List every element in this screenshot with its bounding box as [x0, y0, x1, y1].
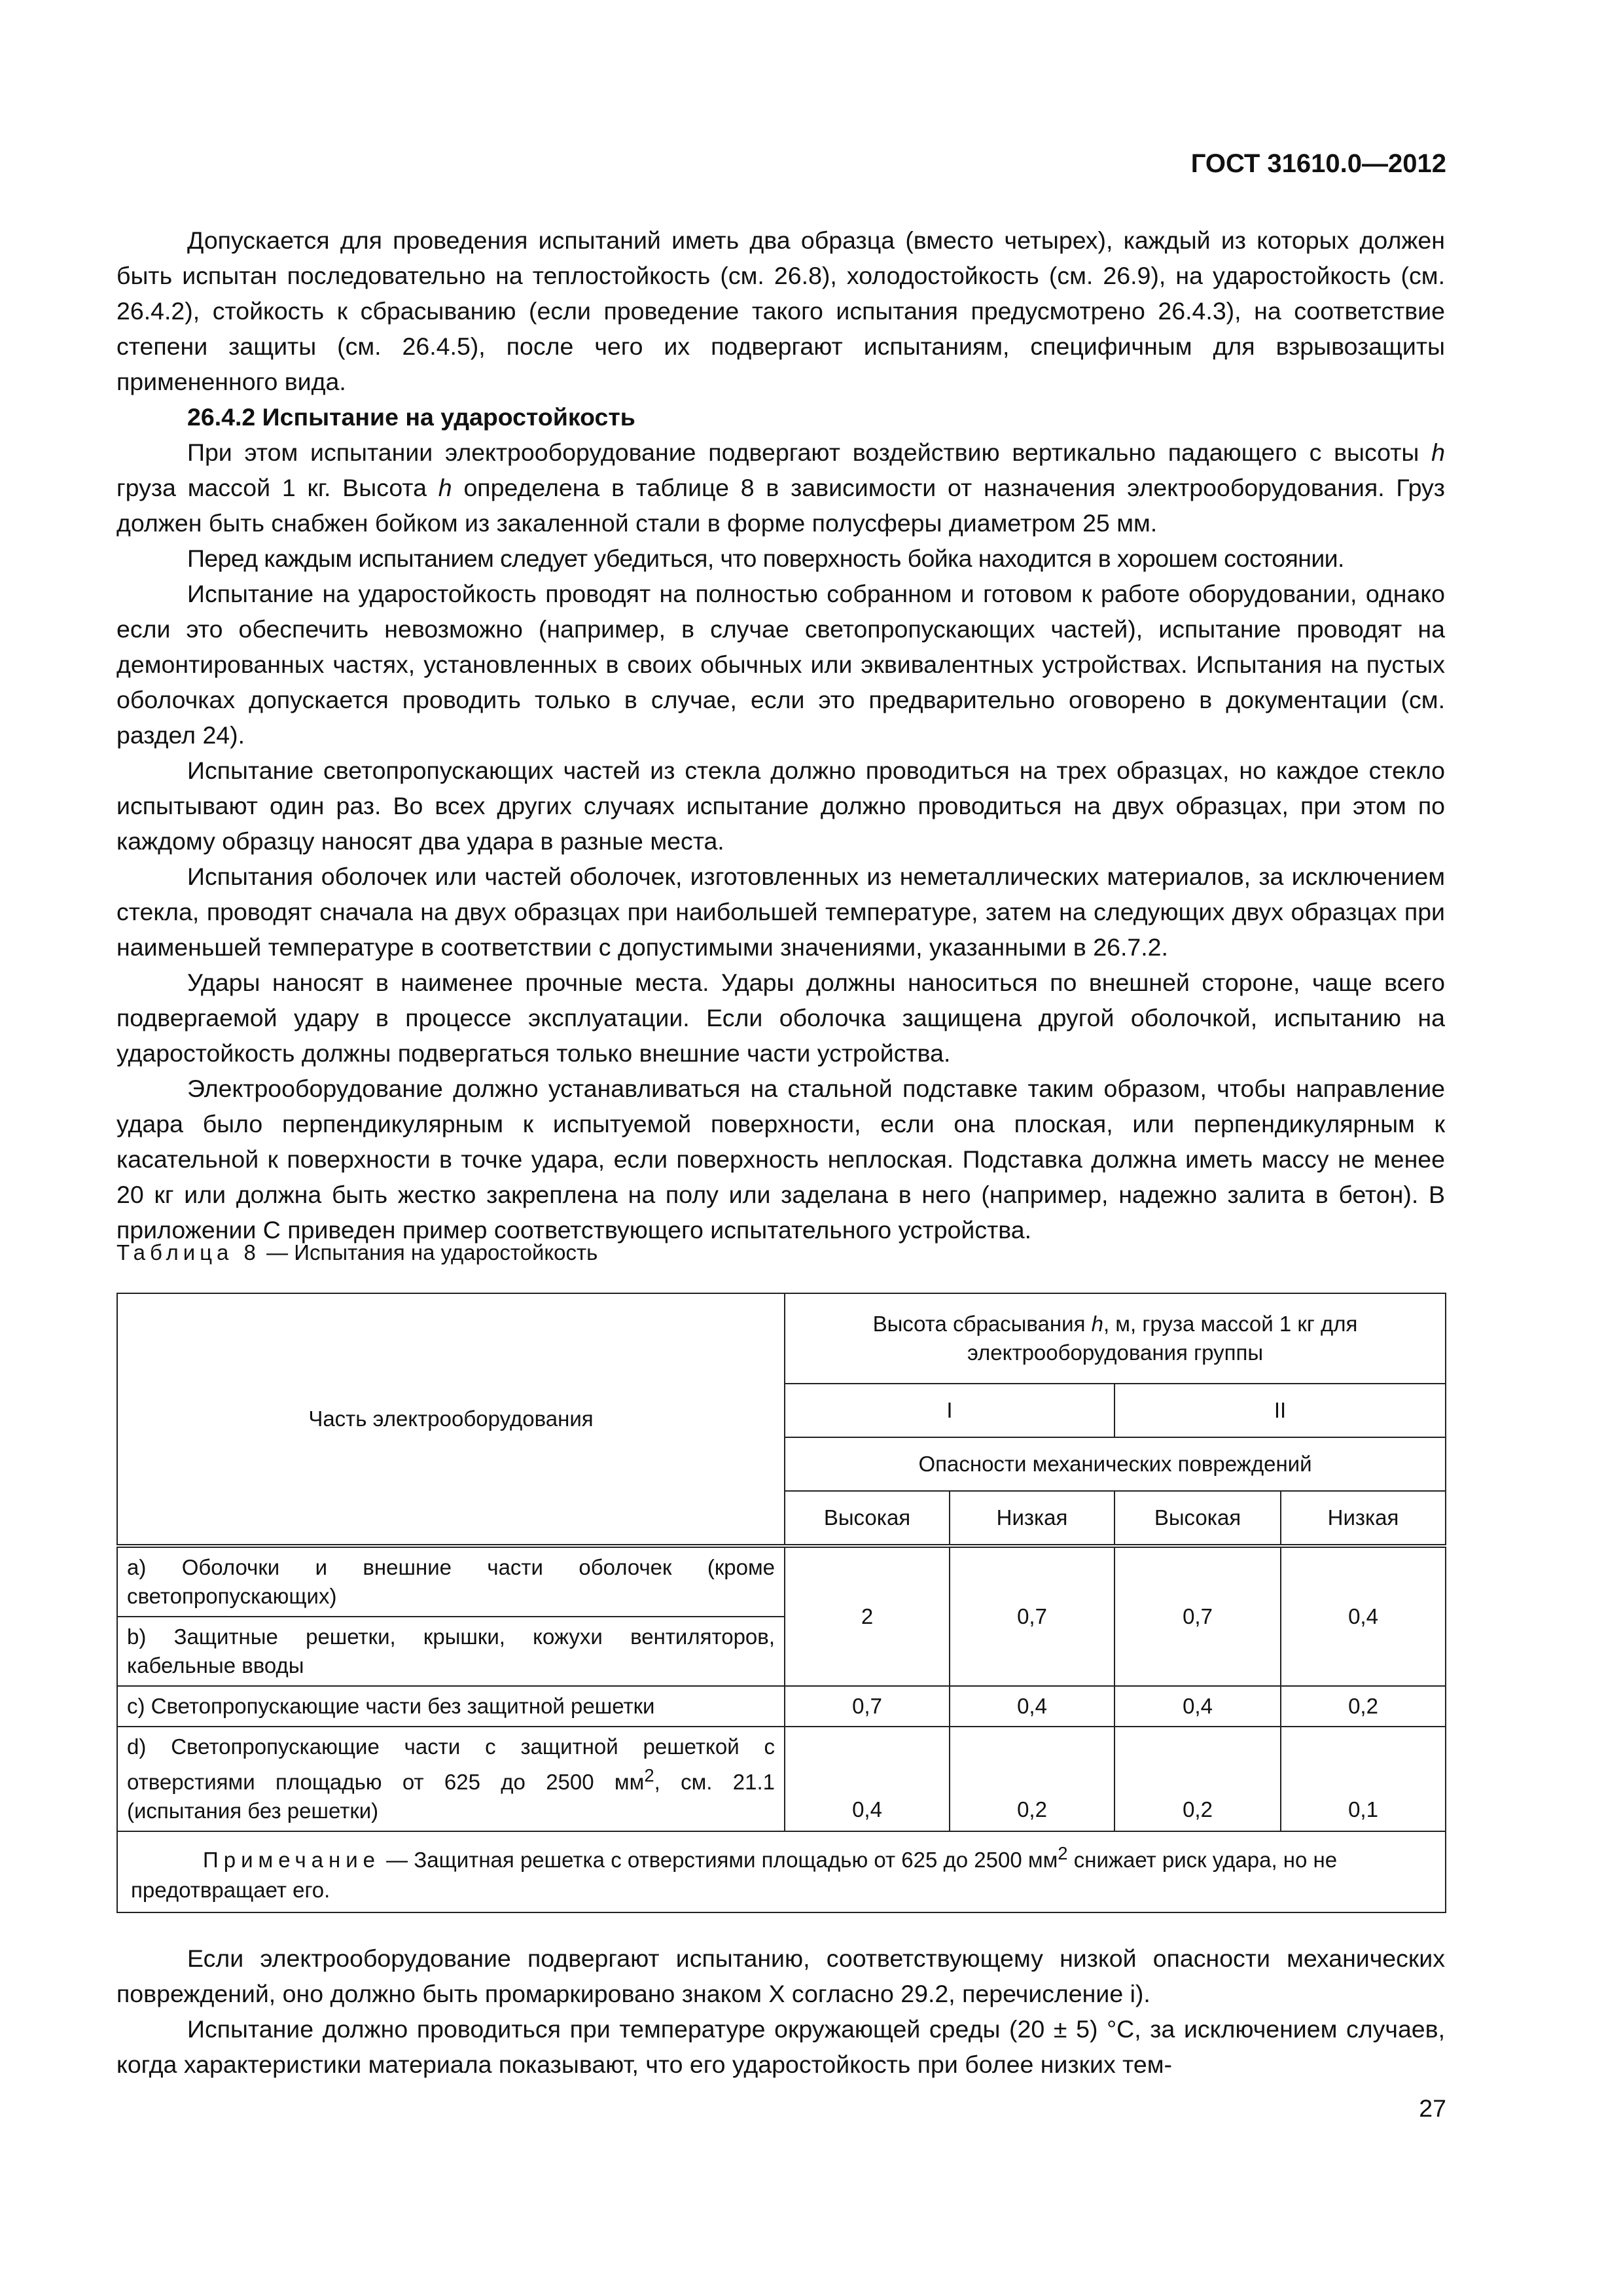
row-b-label: b) Защитные решетки, крышки, кожухи вентиляторов, кабельные вводы — [117, 1617, 785, 1686]
section-title: 26.4.2 Испытание на ударостойкость — [187, 403, 635, 431]
body-text — [116, 223, 1445, 1247]
header-part: Часть электрооборудования — [117, 1293, 785, 1546]
table-row — [117, 1686, 1446, 1727]
value-cell: 0,4 — [785, 1727, 950, 1831]
paragraph-1: Допускается для проведения испытаний иметь два образца (вместо четырех), каждый из которых должен быть испытан последовательно на теплостойкость (см. 26.8), холодостойкость (см. 26.9), на ударостойкость (см. 26.4.2), стойкость к сбрасыванию (если проведение такого испытания предусмотрено 26.4.3), на соответствие степени защиты (см. 26.4.5), после чего их подвергают испытаниям, специфичным для взрывозащиты примененного вида. — [116, 226, 1445, 395]
header-group-2: II — [1115, 1384, 1446, 1437]
table-caption: Таблица 8 — Испытания на ударостойкость — [116, 1240, 598, 1265]
header-danger: Опасности механических повреждений — [785, 1437, 1446, 1491]
page-number: 27 — [1419, 2094, 1446, 2122]
value-cell: 0,4 — [950, 1686, 1115, 1727]
table-note: Примечание — Защитная решетка с отверстиями площадью от 625 до 2500 $мм^2$ снижает риск удара, но не предотвращает его. — [117, 1831, 1446, 1912]
paragraph-2: При этом испытании электрооборудование подвергают воздействию вертикально падающего с высоты h груза массой 1 кг. Высота h определена в таблице 8 в зависимости от назначения электрооборудования. Груз должен быть снабжен бойком из закаленной стали в форме полусферы диаметром 25 мм. — [116, 439, 1445, 537]
header-high: Высокая — [1115, 1491, 1281, 1546]
header-height: Высота сбрасывания h, м, груза массой 1 кг для электрооборудования группы — [785, 1293, 1446, 1384]
table-row — [117, 1546, 1446, 1617]
row-c-label: c) Светопропускающие части без защитной решетки — [117, 1686, 785, 1727]
header-low: Низкая — [950, 1491, 1115, 1546]
value-cell: 0,1 — [1281, 1727, 1446, 1831]
header-group-1: I — [785, 1384, 1115, 1437]
value-cell: 0,2 — [1281, 1686, 1446, 1727]
value-cell: 0,2 — [950, 1727, 1115, 1831]
paragraph-3: Перед каждым испытанием следует убедиться, что поверхность бойка находится в хорошем состоянии. — [187, 545, 1344, 572]
paragraph-9: Если электрооборудование подвергают испытанию, соответствующему низкой опасности механических повреждений, оно должно быть промаркировано знаком Х согласно 29.2, перечисление i). — [116, 1945, 1445, 2007]
header-high: Высокая — [785, 1491, 950, 1546]
value-cell: 0,7 — [1115, 1546, 1281, 1686]
body-text-continued — [116, 1941, 1445, 2082]
row-a-label: a) Оболочки и внешние части оболочек (кроме светопропускающих) — [117, 1546, 785, 1617]
paragraph-5: Испытание светопропускающих частей из стекла должно проводиться на трех образцах, но каждое стекло испытывают один раз. Во всех других случаях испытание должно проводиться на двух образцах, при этом по каждому образцу наносят два удара в разные места. — [116, 757, 1445, 855]
value-cell: 2 — [785, 1546, 950, 1686]
table-note-row — [117, 1831, 1446, 1912]
row-d-label: d) Светопропускающие части с защитной решеткой с отверстиями площадью от 625 до 2500 $мм^2$, см. 21.1 (испытания без решетки) — [117, 1727, 785, 1831]
value-cell: 0,2 — [1115, 1727, 1281, 1831]
value-cell: 0,4 — [1115, 1686, 1281, 1727]
paragraph-8: Электрооборудование должно устанавливаться на стальной подставке таким образом, чтобы направление удара было перпендикулярным к испытуемой поверхности, если она плоская, или перпендикулярным к касательной к поверхности в точке удара, если поверхность неплоская. Подставка должна иметь массу не менее 20 кг или должна быть жестко закреплена на полу или заделана в него (например, надежно залита в бетон). В приложении С приведен пример соответствующего испытательного устройства. — [116, 1075, 1445, 1244]
value-cell: 0,7 — [950, 1546, 1115, 1686]
value-cell: 0,7 — [785, 1686, 950, 1727]
table-row — [117, 1727, 1446, 1831]
paragraph-6: Испытания оболочек или частей оболочек, изготовленных из неметаллических материалов, за исключением стекла, проводят сначала на двух образцах при наибольшей температуре, затем на следующих двух образцах при наименьшей температуре в соответствии с допустимыми значениями, указанными в 26.7.2. — [116, 863, 1445, 961]
paragraph-10: Испытание должно проводиться при температуре окружающей среды (20 ± 5) °С, за исключением случаев, когда характеристики материала показывают, что его ударостойкость при более низких тем- — [116, 2015, 1445, 2078]
value-cell: 0,4 — [1281, 1546, 1446, 1686]
paragraph-4: Испытание на ударостойкость проводят на полностью собранном и готовом к работе оборудовании, однако если это обеспечить невозможно (например, в случае светопропускающих частей), испытание проводят на демонтированных частях, установленных в своих обычных или эквивалентных устройствах. Испытания на пустых оболочках допускается проводить только в случае, если это предварительно оговорено в документации (см. раздел 24). — [116, 580, 1445, 749]
document-header: ГОСТ 31610.0—2012 — [1190, 149, 1446, 178]
paragraph-7: Удары наносят в наименее прочные места. Удары должны наноситься по внешней стороне, чаще всего подвергаемой удару в процессе эксплуатации. Если оболочка защищена другой оболочкой, испытанию на ударостойкость должны подвергаться только внешние части устройства. — [116, 969, 1445, 1067]
header-low: Низкая — [1281, 1491, 1446, 1546]
impact-test-table — [116, 1293, 1446, 1913]
